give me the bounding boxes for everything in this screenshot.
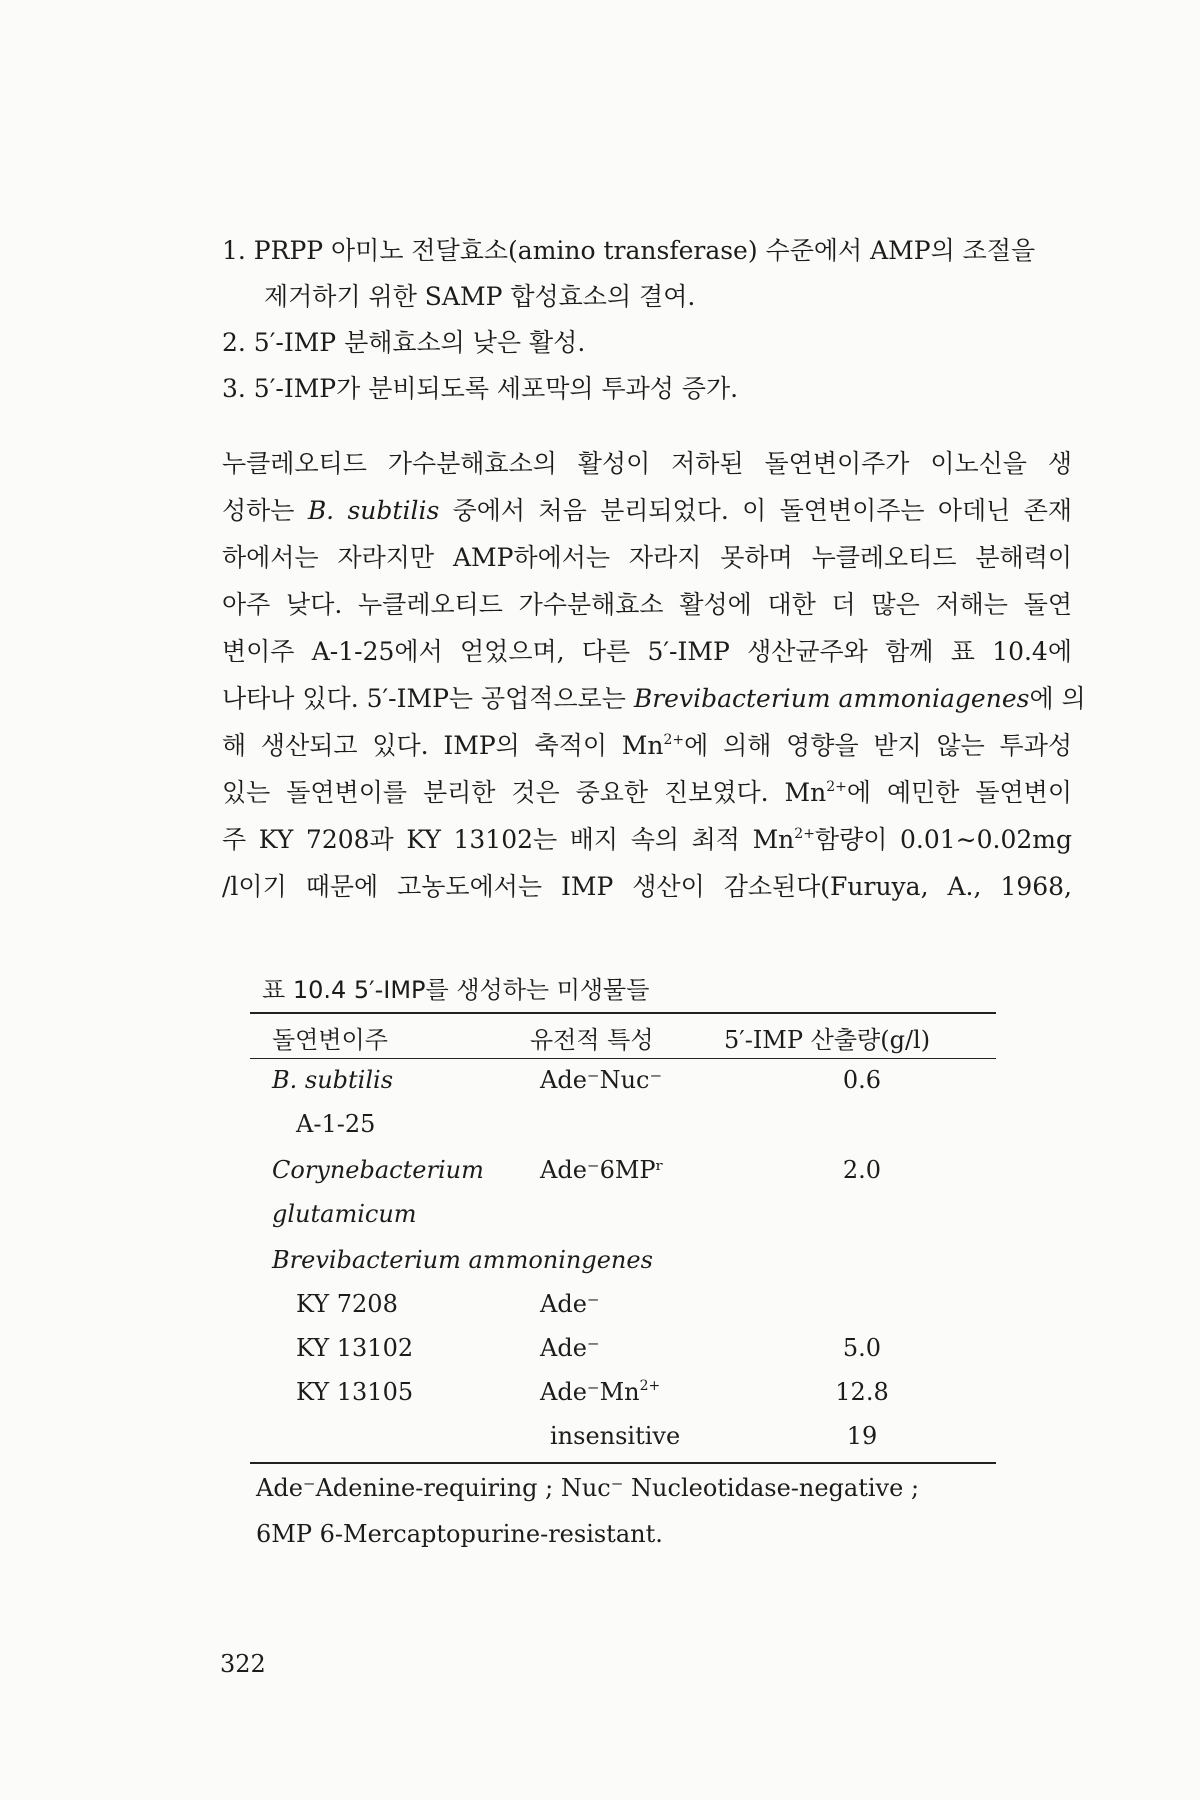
- text-span: 에 예민한 돌연변이: [846, 778, 1072, 807]
- text-span: 주 KY 7208과 KY 13102는 배지 속의 최적 Mn: [222, 825, 795, 854]
- page-number: 322: [220, 1650, 266, 1678]
- table-cell-trait: Ade⁻: [540, 1334, 600, 1362]
- text-line: 아주 낮다. 누클레오티드 가수분해효소 활성에 대한 더 많은 저해는 돌연: [222, 590, 1072, 619]
- text-span: 나타나 있다. 5′-IMP는 공업적으로는: [222, 684, 634, 713]
- table-cell-yield: 2.0: [842, 1156, 882, 1184]
- body-paragraph: [222, 440, 1086, 910]
- text-line: 변이주 A-1-25에서 얻었으며, 다른 5′-IMP 생산균주와 함께 표 10.4에: [222, 637, 1072, 666]
- table-cell-strain-sub: A-1-25: [296, 1110, 376, 1138]
- table-cell-yield: 19: [846, 1422, 878, 1450]
- table-cell-strain-sub: glutamicum: [272, 1200, 417, 1228]
- text-span: 함량이 0.01∼0.02mg: [814, 825, 1072, 854]
- text-span: 에 의해 영향을 받지 않는 투과성: [684, 731, 1072, 760]
- text-line: [222, 769, 1072, 816]
- table-caption: 표 10.4 5′-IMP를 생성하는 미생물들: [262, 976, 650, 1004]
- text-line: [222, 816, 1072, 863]
- table-cell-trait: Ade⁻Nuc⁻: [540, 1066, 663, 1094]
- text-span: 중에서 처음 분리되었다. 이 돌연변이주는 아데닌 존재: [439, 496, 1072, 525]
- text-span: 에 의: [1029, 684, 1086, 713]
- table-cell-trait: Ade⁻6MPʳ: [540, 1156, 664, 1184]
- table-header-trait: 유전적 특성: [530, 1026, 654, 1054]
- table-cell-strain: KY 7208: [296, 1290, 398, 1318]
- list-item: 1. PRPP 아미노 전달효소(amino transferase) 수준에서 AMP의 조절을: [222, 236, 1036, 265]
- text-span: 성하는: [222, 496, 308, 525]
- table-cell-strain: Brevibacterium ammoningenes: [272, 1246, 653, 1274]
- text-line: 하에서는 자라지만 AMP하에서는 자라지 못하며 누클레오티드 분해력이: [222, 543, 1072, 572]
- numbered-list: [222, 228, 1072, 412]
- superscript: 2+: [663, 732, 685, 748]
- table-cell-trait: $Ade^-Mn^{2+}$: [540, 1378, 661, 1406]
- list-item-continuation: 제거하기 위한 SAMP 합성효소의 결여.: [264, 282, 696, 311]
- species-name: B. subtilis: [307, 496, 440, 525]
- table-header-rule: [250, 1058, 996, 1059]
- species-name: Brevibacterium ammoniagenes: [633, 684, 1030, 713]
- table-footnote: Ade⁻Adenine-requiring ; Nuc⁻ Nucleotidase-negative ;: [256, 1474, 920, 1502]
- table-footnote: 6MP 6-Mercaptopurine-resistant.: [256, 1520, 663, 1548]
- superscript: 2+: [794, 826, 815, 842]
- text-line: [222, 722, 1072, 769]
- text-span: 해 생산되고 있다. IMP의 축적이 Mn: [222, 731, 664, 760]
- table-cell-strain: B. subtilis: [272, 1066, 394, 1094]
- superscript: 2+: [826, 779, 847, 795]
- text-line: [222, 675, 1086, 722]
- table-cell-yield: 12.8: [835, 1378, 889, 1406]
- table-cell-strain: KY 13102: [296, 1334, 414, 1362]
- text-line: [222, 487, 1072, 534]
- table-cell-strain: Corynebacterium: [272, 1156, 484, 1184]
- table-cell-yield: 5.0: [842, 1334, 882, 1362]
- table-cell-strain: KY 13105: [296, 1378, 414, 1406]
- text-line: 누클레오티드 가수분해효소의 활성이 저하된 돌연변이주가 이노신을 생: [222, 449, 1072, 478]
- table-bottom-rule: [250, 1462, 996, 1464]
- table-header-yield: 5′-IMP 산출량(g/l): [724, 1026, 931, 1054]
- list-item: 3. 5′-IMP가 분비되도록 세포막의 투과성 증가.: [222, 374, 739, 403]
- list-item: 2. 5′-IMP 분해효소의 낮은 활성.: [222, 328, 586, 357]
- text-span: 있는 돌연변이를 분리한 것은 중요한 진보였다. Mn: [222, 778, 827, 807]
- table-cell-trait: insensitive: [550, 1422, 681, 1450]
- table-top-rule: [250, 1012, 996, 1014]
- table-cell-yield: 0.6: [842, 1066, 882, 1094]
- table-header-strain: 돌연변이주: [272, 1026, 388, 1054]
- text-line: /l이기 때문에 고농도에서는 IMP 생산이 감소된다(Furuya, A., 1968,: [222, 872, 1072, 901]
- table-cell-trait: Ade⁻: [540, 1290, 600, 1318]
